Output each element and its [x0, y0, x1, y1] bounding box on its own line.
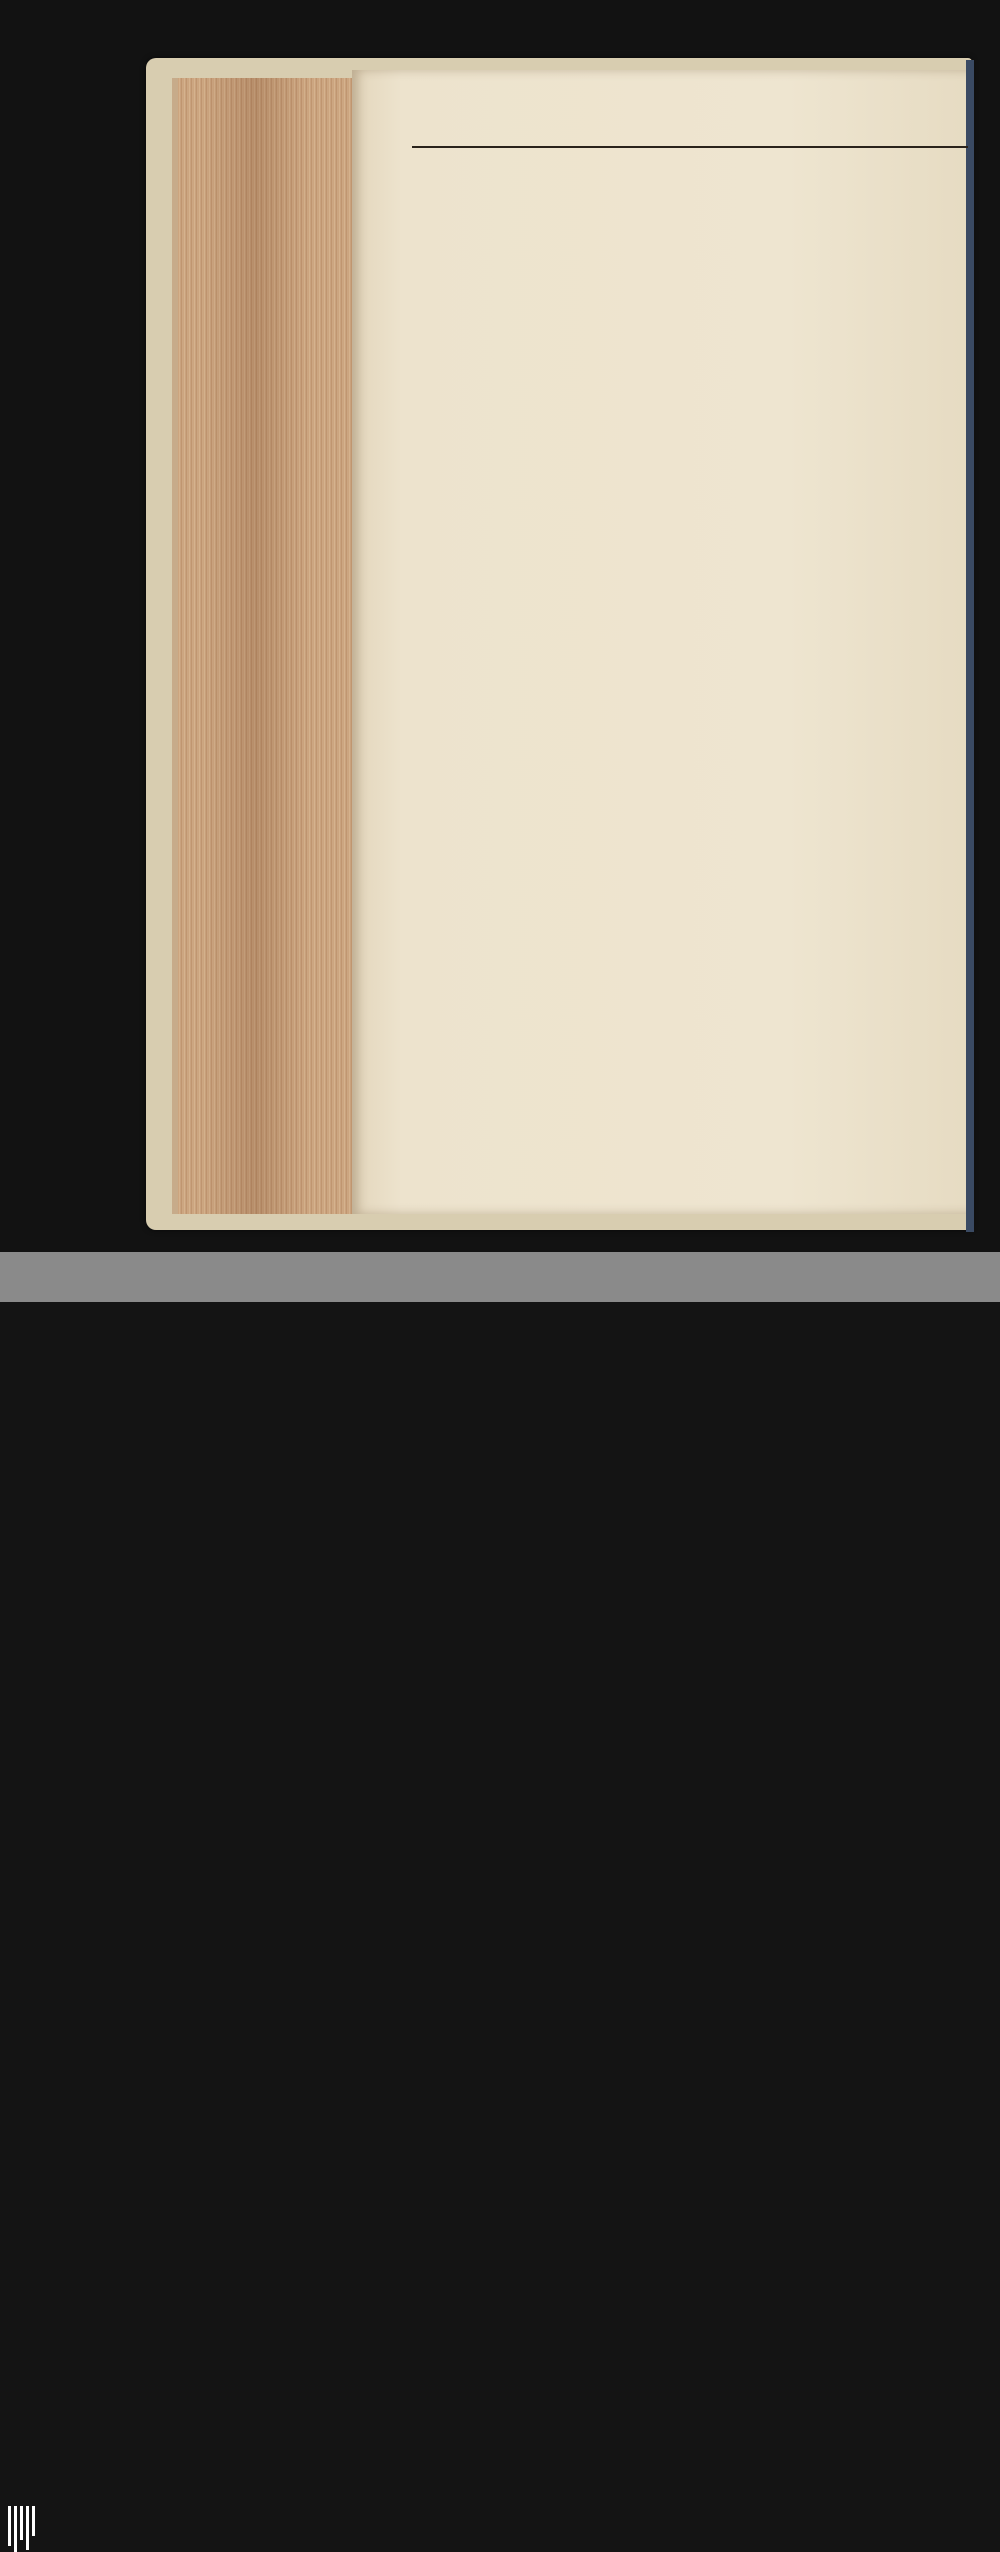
library-footer [0, 1252, 1000, 1302]
library-logo-icon [8, 2506, 48, 2552]
header-rule [412, 146, 968, 148]
book-page [352, 70, 972, 1214]
adjacent-page-edge [966, 60, 974, 1232]
page-edges-shadow [200, 78, 310, 1214]
book-scan [0, 0, 1000, 1252]
